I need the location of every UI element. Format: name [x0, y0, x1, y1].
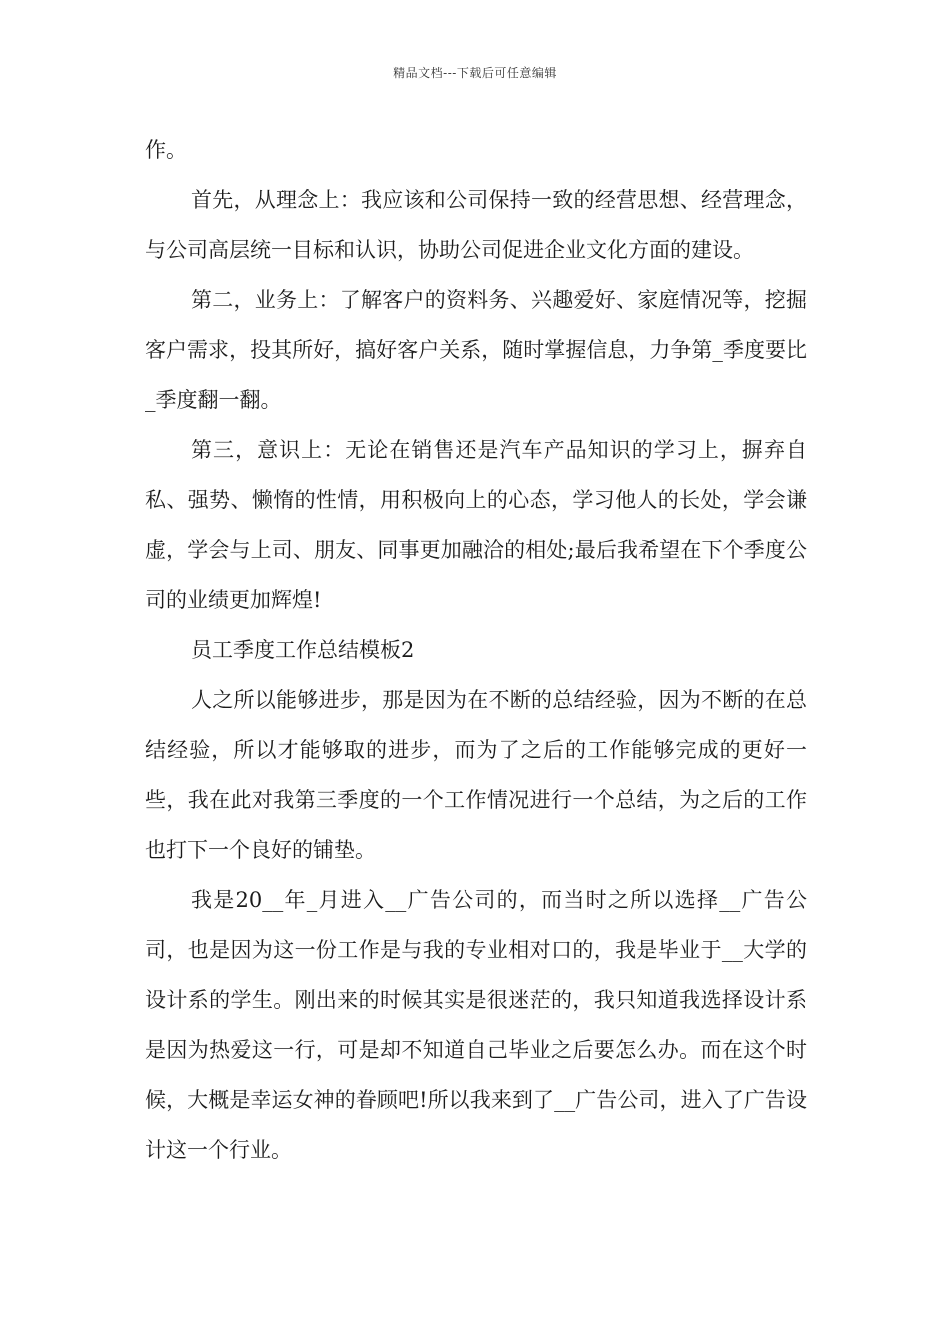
paragraph-background: 我是20__年_月进入__广告公司的，而当时之所以选择__广告公司，也是因为这一份工作是与我的专业相对口的，我是毕业于__大学的设计系的学生。刚出来的时候其实是很迷茫的，我只知道我选择设计系是因为热爱这一行，可是却不知道自己毕业之后要怎么办。而在这个时候，大概是幸运女神的眷顾吧!所以我来到了__广告公司，进入了广告设计这一个行业。	[145, 888, 807, 1162]
paragraph-awareness: 第三，意识上：无论在销售还是汽车产品知识的学习上，摒弃自私、强势、懒惰的性情，用积极向上的心态，学习他人的长处，学会谦虚，学会与上司、朋友、同事更加融洽的相处;最后我希望在下个季度公司的业绩更加辉煌!	[145, 438, 807, 612]
document-body	[145, 125, 807, 1175]
paragraph-concept: 首先，从理念上：我应该和公司保持一致的经营思想、经营理念，与公司高层统一目标和认识，协助公司促进企业文化方面的建设。	[145, 188, 807, 262]
section-title: 员工季度工作总结模板2	[191, 638, 415, 662]
page-header: 精品文档---下载后可任意编辑	[393, 66, 557, 80]
paragraph-intro: 人之所以能够进步，那是因为在不断的总结经验，因为不断的在总结经验，所以才能够取的进步，而为了之后的工作能够完成的更好一些，我在此对我第三季度的一个工作情况进行一个总结，为之后的工作也打下一个良好的铺垫。	[145, 688, 807, 862]
paragraph-continuation: 作。	[145, 138, 187, 162]
paragraph-business: 第二，业务上：了解客户的资料务、兴趣爱好、家庭情况等，挖掘客户需求，投其所好，搞好客户关系，随时掌握信息，力争第_季度要比_季度翻一翻。	[145, 288, 807, 412]
